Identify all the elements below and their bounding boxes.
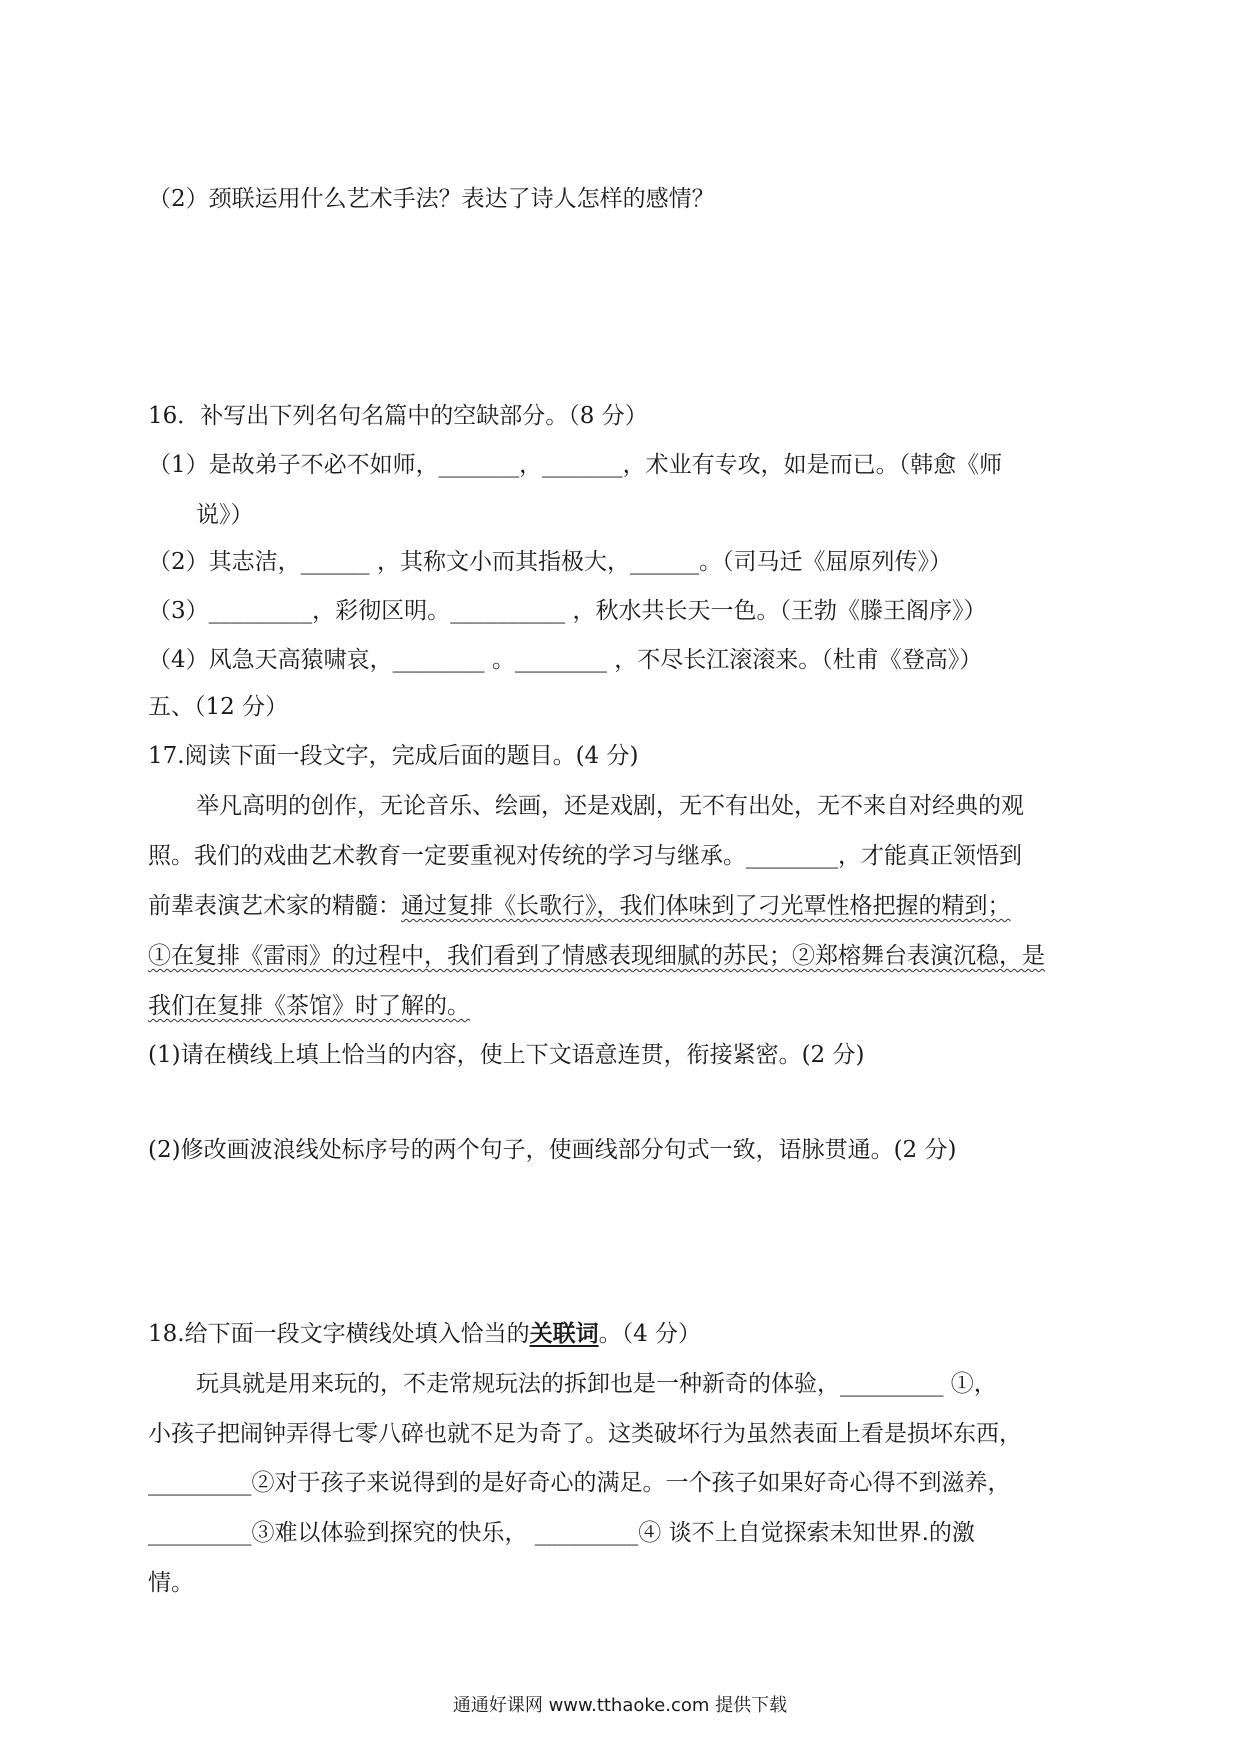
q16-item3: （3）_________，彩彻区明。__________ ，秋水共长天一色。（王勃《滕王阁序》） bbox=[148, 598, 987, 624]
q17-para-line4: ①在复排《雷雨》的过程中，我们看到了情感表现细腻的苏民；②郑榕舞台表演沉稳，是 bbox=[148, 943, 1045, 969]
q18-para-line1: 玩具就是用来玩的，不走常规玩法的拆卸也是一种新奇的体验，_________ ①， bbox=[196, 1371, 997, 1397]
q15-sub2: （2）颈联运用什么艺术手法？表达了诗人怎样的感情？ bbox=[148, 186, 715, 212]
q17-wavy-text: 通过复排《长歌行》，我们体味到了刁光覃性格把握的精到； bbox=[401, 893, 1011, 919]
q17-para-line3 bbox=[148, 890, 1011, 922]
q18-title bbox=[148, 1318, 701, 1350]
q17-para-line3-plain: 前辈表演艺术家的精髓： bbox=[148, 893, 401, 919]
q16-item4: （4）风急天高猿啸哀，________ 。________ ，不尽长江滚滚来。（杜甫《登高》） bbox=[148, 647, 983, 673]
q17-title: 17.阅读下面一段文字，完成后面的题目。(4 分) bbox=[148, 743, 639, 769]
q18-para-line5: 情。 bbox=[148, 1570, 194, 1596]
q18-para-line2: 小孩子把闹钟弄得七零八碎也就不足为奇了。这类破坏行为虽然表面上看是损坏东西， bbox=[148, 1421, 1022, 1447]
q17-para-line5: 我们在复排《茶馆》时了解的。 bbox=[148, 993, 470, 1019]
q17-sub2: (2)修改画波浪线处标序号的两个句子，使画线部分句式一致，语脉贯通。(2 分) bbox=[148, 1137, 957, 1163]
q17-sub1: (1)请在横线上填上恰当的内容，使上下文语意连贯，衔接紧密。(2 分) bbox=[148, 1042, 865, 1068]
q18-title-keyword: 关联词 bbox=[529, 1320, 599, 1347]
q18-title-post: 。（4 分） bbox=[598, 1321, 702, 1347]
q17-para-line1: 举凡高明的创作，无论音乐、绘画，还是戏剧，无不有出处，无不来自对经典的观 bbox=[196, 793, 1024, 819]
q18-para-line4: _________③难以体验到探究的快乐， _________④ 谈不上自觉探索未知世界.的激 bbox=[148, 1520, 975, 1546]
q16-item1: （1）是故弟子不必不如师，_______，_______，术业有专攻，如是而已。（韩愈《师 bbox=[148, 452, 1003, 478]
q17-para-line2: 照。我们的戏曲艺术教育一定要重视对传统的学习与继承。________，才能真正领悟到 bbox=[148, 843, 1022, 869]
q18-title-pre: 18.给下面一段文字横线处填入恰当的 bbox=[148, 1321, 530, 1347]
q16-item1-cont: 说》） bbox=[196, 502, 254, 528]
page-footer: 通通好课网 www.tthaoke.com 提供下载 bbox=[452, 1695, 788, 1716]
q16-item2: （2）其志洁，______ ，其称文小而其指极大，______。（司马迁《屈原列传》） bbox=[148, 549, 952, 575]
q16-title: 16．补写出下列名句名篇中的空缺部分。（8 分） bbox=[148, 403, 648, 429]
section5-title: 五、（12 分） bbox=[148, 694, 289, 720]
q18-para-line3: _________②对于孩子来说得到的是好奇心的满足。一个孩子如果好奇心得不到滋养， bbox=[148, 1470, 1011, 1496]
